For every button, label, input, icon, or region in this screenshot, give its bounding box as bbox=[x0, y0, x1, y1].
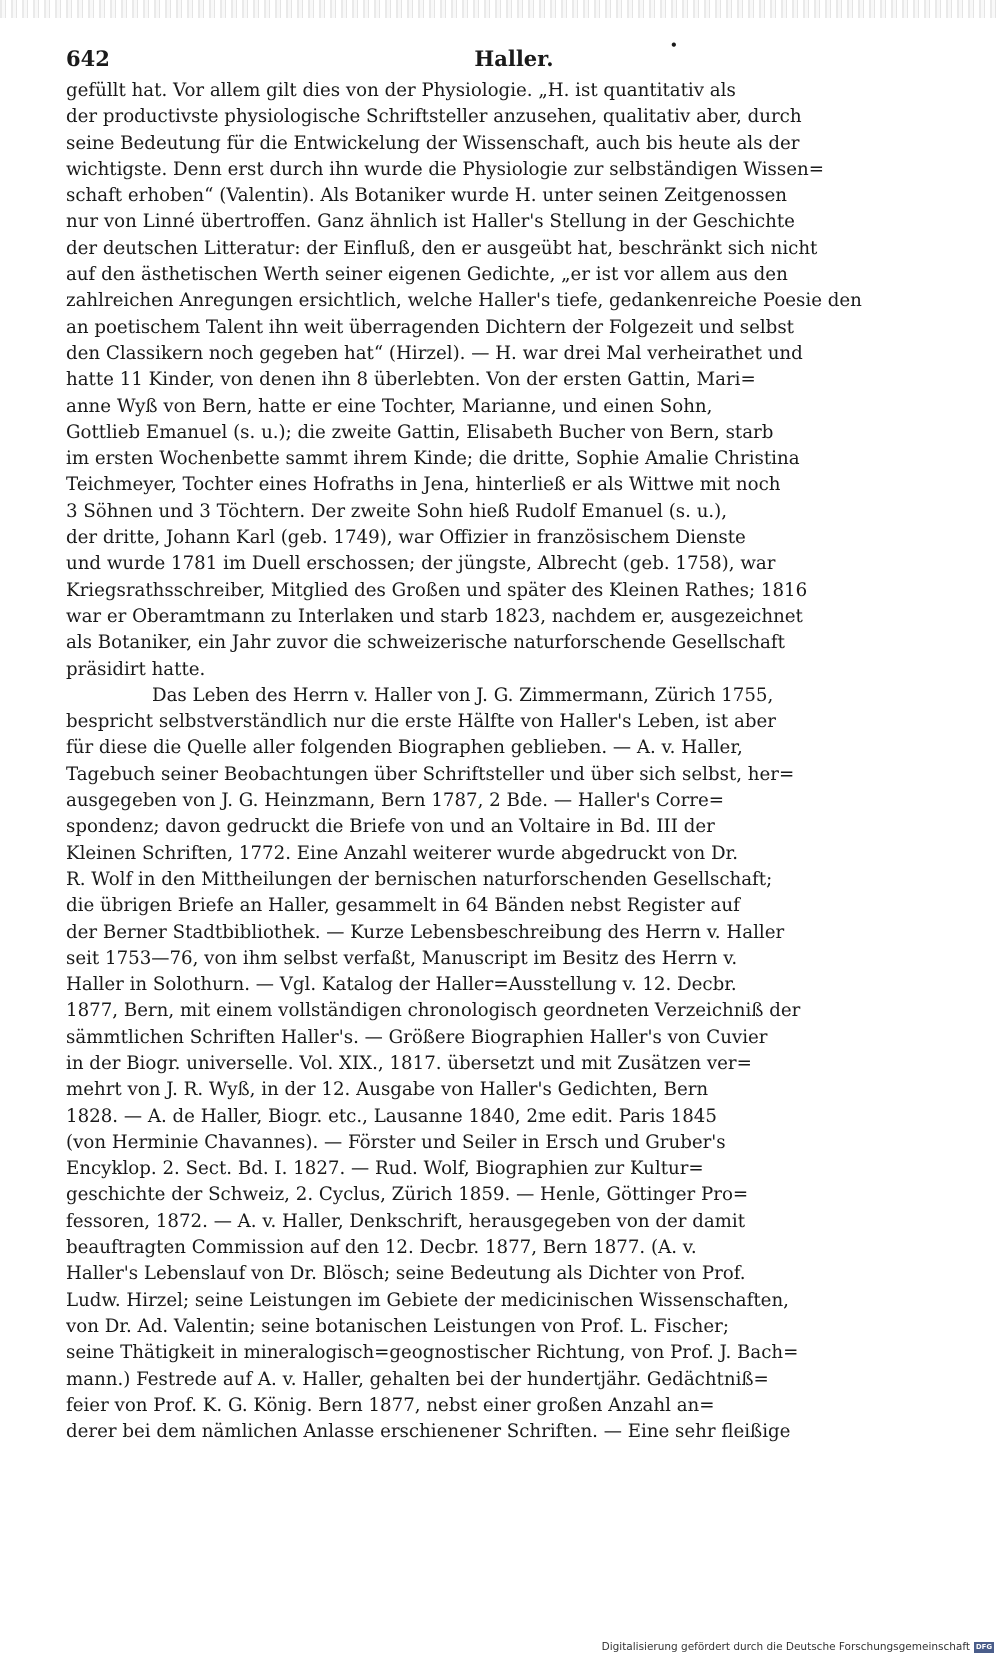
text-line: den Classikern noch gegeben hat“ (Hirzel). — H. war drei Mal verheirathet und bbox=[66, 342, 803, 364]
text-line: der deutschen Litteratur: der Einfluß, den er ausgeübt hat, beschränkt sich nicht bbox=[66, 237, 818, 259]
text-line: der Berner Stadtbibliothek. — Kurze Lebensbeschreibung des Herrn v. Haller bbox=[66, 921, 785, 943]
text-line: die übrigen Briefe an Haller, gesammelt in 64 Bänden nebst Register auf bbox=[66, 895, 740, 917]
text-line: der productivste physiologische Schriftsteller anzusehen, qualitativ aber, durch bbox=[66, 106, 802, 128]
text-line: derer bei dem nämlichen Anlasse erschienener Schriften. — Eine sehr fleißige bbox=[66, 1421, 791, 1443]
text-line: für diese die Quelle aller folgenden Biographen geblieben. — A. v. Haller, bbox=[66, 737, 743, 759]
text-line: Encyklop. 2. Sect. Bd. I. 1827. — Rud. Wolf, Biographien zur Kultur= bbox=[66, 1158, 704, 1180]
paragraph-1 bbox=[66, 78, 962, 683]
text-line: schaft erhoben“ (Valentin). Als Botaniker wurde H. unter seinen Zeitgenossen bbox=[66, 185, 787, 207]
text-line: in der Biogr. universelle. Vol. XIX., 1817. übersetzt und mit Zusätzen ver= bbox=[66, 1052, 752, 1074]
text-line: bespricht selbstverständlich nur die erste Hälfte von Haller's Leben, ist aber bbox=[66, 711, 776, 733]
scan-edge-artifact bbox=[0, 0, 1000, 18]
text-line: Das Leben des Herrn v. Haller von J. G. Zimmermann, Zürich 1755, bbox=[152, 684, 774, 706]
text-line: beauftragten Commission auf den 12. Decbr. 1877, Bern 1877. (A. v. bbox=[66, 1237, 697, 1259]
text-line: seine Bedeutung für die Entwickelung der Wissenschaft, auch bis heute als der bbox=[66, 132, 800, 154]
text-line: im ersten Wochenbette sammt ihrem Kinde; die dritte, Sophie Amalie Christina bbox=[66, 448, 800, 470]
text-line: feier von Prof. K. G. König. Bern 1877, nebst einer großen Anzahl an= bbox=[66, 1394, 715, 1416]
book-page bbox=[66, 40, 962, 1445]
text-line: Kriegsrathsschreiber, Mitglied des Großen und später des Kleinen Rathes; 1816 bbox=[66, 579, 808, 601]
text-line: der dritte, Johann Karl (geb. 1749), war Offizier in französischem Dienste bbox=[66, 527, 746, 549]
text-line: R. Wolf in den Mittheilungen der bernischen naturforschenden Gesellschaft; bbox=[66, 868, 773, 890]
body-text bbox=[66, 78, 962, 1445]
text-line: Ludw. Hirzel; seine Leistungen im Gebiete der medicinischen Wissenschaften, bbox=[66, 1289, 789, 1311]
text-line: auf den ästhetischen Werth seiner eigenen Gedichte, „er ist vor allem aus den bbox=[66, 264, 788, 286]
text-line: Haller's Lebenslauf von Dr. Blösch; seine Bedeutung als Dichter von Prof. bbox=[66, 1263, 746, 1285]
text-line: und wurde 1781 im Duell erschossen; der jüngste, Albrecht (geb. 1758), war bbox=[66, 553, 776, 575]
text-line: (von Herminie Chavannes). — Förster und Seiler in Ersch und Gruber's bbox=[66, 1131, 726, 1153]
text-line: Haller in Solothurn. — Vgl. Katalog der Haller=Ausstellung v. 12. Decbr. bbox=[66, 974, 737, 996]
page-title: Haller. bbox=[474, 46, 554, 71]
text-line: war er Oberamtmann zu Interlaken und starb 1823, nachdem er, ausgezeichnet bbox=[66, 605, 803, 627]
text-line: spondenz; davon gedruckt die Briefe von und an Voltaire in Bd. III der bbox=[66, 816, 715, 838]
credit-text: Digitalisierung gefördert durch die Deutsche Forschungsgemeinschaft bbox=[601, 1641, 970, 1653]
text-line: 1828. — A. de Haller, Biogr. etc., Lausanne 1840, 2me edit. Paris 1845 bbox=[66, 1105, 717, 1127]
text-line: geschichte der Schweiz, 2. Cyclus, Zürich 1859. — Henle, Göttinger Pro= bbox=[66, 1184, 749, 1206]
text-line: fessoren, 1872. — A. v. Haller, Denkschrift, herausgegeben von der damit bbox=[66, 1210, 746, 1232]
text-line: mehrt von J. R. Wyß, in der 12. Ausgabe von Haller's Gedichten, Bern bbox=[66, 1079, 709, 1101]
text-line: ausgegeben von J. G. Heinzmann, Bern 1787, 2 Bde. — Haller's Corre= bbox=[66, 790, 725, 812]
ink-mark: • bbox=[670, 38, 678, 52]
digitization-credit bbox=[602, 1641, 994, 1653]
text-line: wichtigste. Denn erst durch ihn wurde die Physiologie zur selbständigen Wissen= bbox=[66, 158, 824, 180]
text-line: zahlreichen Anregungen ersichtlich, welche Haller's tiefe, gedankenreiche Poesie den bbox=[66, 290, 862, 312]
text-line: 1877, Bern, mit einem vollständigen chronologisch geordneten Verzeichniß der bbox=[66, 1000, 801, 1022]
text-line: Tagebuch seiner Beobachtungen über Schriftsteller und über sich selbst, her= bbox=[66, 763, 795, 785]
text-line: von Dr. Ad. Valentin; seine botanischen Leistungen von Prof. L. Fischer; bbox=[66, 1315, 729, 1337]
text-line: mann.) Festrede auf A. v. Haller, gehalten bei der hundertjähr. Gedächtniß= bbox=[66, 1368, 769, 1390]
text-line: Gottlieb Emanuel (s. u.); die zweite Gattin, Elisabeth Bucher von Bern, starb bbox=[66, 421, 774, 443]
paragraph-2 bbox=[66, 683, 962, 1446]
text-line: hatte 11 Kinder, von denen ihn 8 überlebten. Von der ersten Gattin, Mari= bbox=[66, 369, 756, 391]
text-line: anne Wyß von Bern, hatte er eine Tochter, Marianne, und einen Sohn, bbox=[66, 395, 713, 417]
text-line: seine Thätigkeit in mineralogisch=geognostischer Richtung, von Prof. J. Bach= bbox=[66, 1342, 799, 1364]
text-line: Teichmeyer, Tochter eines Hofraths in Jena, hinterließ er als Wittwe mit noch bbox=[66, 474, 781, 496]
text-line: an poetischem Talent ihn weit überragenden Dichtern der Folgezeit und selbst bbox=[66, 316, 794, 338]
text-line: gefüllt hat. Vor allem gilt dies von der Physiologie. „H. ist quantitativ als bbox=[66, 80, 736, 101]
text-line: 3 Söhnen und 3 Töchtern. Der zweite Sohn hieß Rudolf Emanuel (s. u.), bbox=[66, 500, 728, 522]
text-line: seit 1753—76, von ihm selbst verfaßt, Manuscript im Besitz des Herrn v. bbox=[66, 947, 738, 969]
text-line: sämmtlichen Schriften Haller's. — Größere Biographien Haller's von Cuvier bbox=[66, 1026, 768, 1048]
text-line: als Botaniker, ein Jahr zuvor die schweizerische naturforschende Gesellschaft bbox=[66, 632, 785, 654]
page-number: 642 bbox=[66, 46, 110, 71]
text-line: Kleinen Schriften, 1772. Eine Anzahl weiterer wurde abgedruckt von Dr. bbox=[66, 842, 739, 864]
running-head bbox=[66, 40, 962, 76]
dfg-logo: DFG bbox=[975, 1642, 993, 1651]
text-line: präsidirt hatte. bbox=[66, 658, 206, 680]
text-line: nur von Linné übertroffen. Ganz ähnlich ist Haller's Stellung in der Geschichte bbox=[66, 211, 795, 233]
